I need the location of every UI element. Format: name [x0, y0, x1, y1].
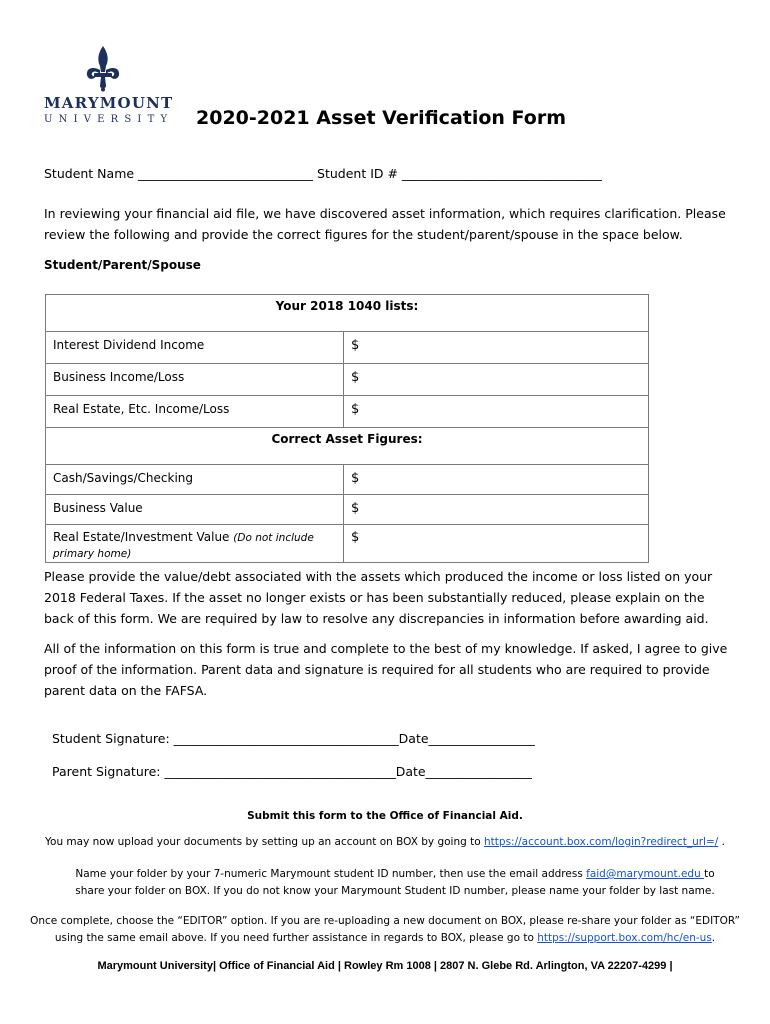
editor-instructions — [30, 913, 740, 947]
row-label: Business Value — [46, 495, 344, 525]
upload-text: You may now upload your documents by setting up an account on BOX by going to — [45, 836, 485, 848]
section-heading: Student/Parent/Spouse — [44, 258, 201, 272]
table-header-correct: Correct Asset Figures: — [46, 428, 649, 465]
row-label: Business Income/Loss — [46, 364, 344, 396]
logo-name: MARYMOUNT — [44, 94, 174, 112]
table-row — [46, 525, 649, 563]
upload-instructions — [20, 834, 750, 851]
table-header-1040: Your 2018 1040 lists: — [46, 295, 649, 332]
row-note: (Do not include primary home) — [53, 532, 314, 560]
amount-field[interactable]: $ — [344, 495, 649, 525]
amount-field[interactable]: $ — [344, 465, 649, 495]
student-info-line — [44, 166, 602, 181]
upload-end: . — [718, 836, 725, 848]
amount-field[interactable]: $ — [344, 525, 649, 563]
amount-field[interactable]: $ — [344, 364, 649, 396]
row-label: Real Estate/Investment Value — [53, 530, 230, 544]
footer-address: Marymount University| Office of Financial Aid | Rowley Rm 1008 | 2807 N. Glebe Rd. Arlington, VA 22207-4299 | — [97, 960, 673, 972]
table-row — [46, 465, 649, 495]
row-label: Cash/Savings/Checking — [46, 465, 344, 495]
amount-field[interactable]: $ — [344, 332, 649, 364]
intro-paragraph: In reviewing your financial aid file, we have discovered asset information, which requires clarification. Please review the following and provide the correct figures for the student/parent/spouse in the space below. — [44, 206, 726, 242]
parent-signature-line[interactable]: Parent Signature: _____________________________________Date_________________ — [52, 764, 532, 779]
box-login-link[interactable]: https://account.box.com/login?redirect_url=/ — [484, 836, 719, 848]
folder-text: Name your folder by your 7-numeric Marymount student ID number, then use the email address — [75, 868, 587, 880]
submit-heading: Submit this form to the Office of Financial Aid. — [247, 810, 523, 822]
editor-text: Once complete, choose the “EDITOR” option. If you are re-uploading a new document on BOX, please re-share your folder as “EDITOR” using the same email above. If you need further assistance in regards to BOX, please go to — [30, 915, 740, 944]
table-row — [46, 396, 649, 428]
fleur-de-lis-icon — [84, 44, 122, 92]
logo-subtitle: UNIVERSITY — [44, 114, 174, 125]
row-label: Real Estate, Etc. Income/Loss — [46, 396, 344, 428]
amount-field[interactable]: $ — [344, 396, 649, 428]
box-support-link[interactable]: https://support.box.com/hc/en-us — [537, 932, 712, 944]
student-id-field[interactable]: Student ID # ________________________________ — [317, 166, 602, 181]
table-row — [46, 495, 649, 525]
folder-instructions — [75, 866, 715, 900]
university-logo — [44, 44, 174, 125]
page-title: 2020-2021 Asset Verification Form — [196, 107, 566, 129]
student-signature-line[interactable]: Student Signature: ____________________________________Date_________________ — [52, 731, 535, 746]
editor-end: . — [711, 932, 716, 944]
certify-paragraph: All of the information on this form is true and complete to the best of my knowledge. If asked, I agree to give proof of the information. Parent data and signature is required for all students who are required to provide parent data on the FAFSA. — [44, 641, 728, 698]
student-name-field[interactable]: Student Name ____________________________ — [44, 166, 314, 181]
email-link[interactable]: faid@marymount.edu — [586, 868, 705, 880]
table-row — [46, 332, 649, 364]
asset-table — [45, 294, 649, 563]
table-row — [46, 364, 649, 396]
row-label: Interest Dividend Income — [46, 332, 344, 364]
debt-paragraph: Please provide the value/debt associated with the assets which produced the income or loss listed on your 2018 Federal Taxes. If the asset no longer exists or has been substantially reduced, please explain on the back of this form. We are required by law to resolve any discrepancies in information before awarding aid. — [44, 569, 713, 626]
folder-text-2: to share your folder on BOX. If you do not know your Marymount Student ID number, please name your folder by last name. — [75, 868, 715, 897]
